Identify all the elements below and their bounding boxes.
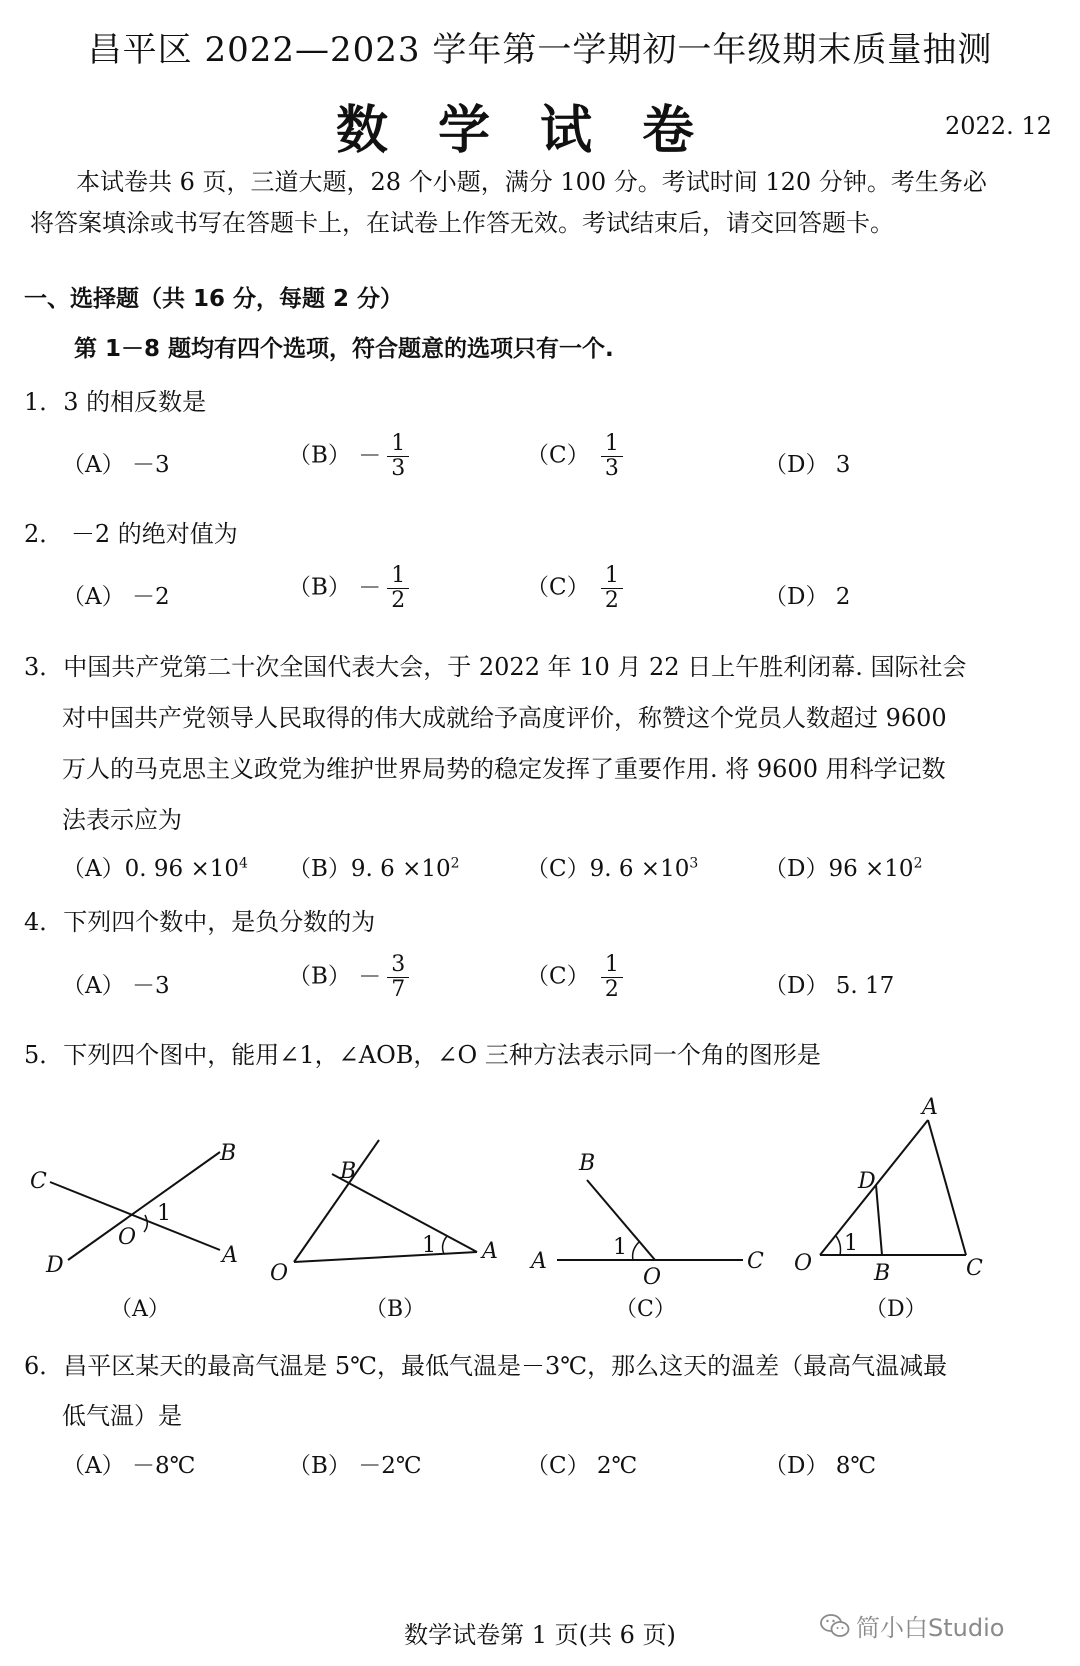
option-label: （B）: [288, 856, 351, 882]
line-ba: [332, 1174, 477, 1252]
option-label: （B）: [288, 442, 351, 469]
line-oa: [294, 1252, 477, 1262]
question-5-stem: 5．下列四个图中，能用∠1，∠AOB，∠O 三种方法表示同一个角的图形是: [24, 1041, 821, 1069]
fraction-numerator: 3: [387, 953, 409, 978]
option-exponent: 2: [913, 855, 923, 872]
option-value: 8℃: [835, 1453, 877, 1479]
option-label: （A）: [62, 856, 125, 882]
question-3-option-d: [764, 850, 923, 883]
question-2-option-b: [288, 564, 409, 613]
question-3-stem-line-1: 3．中国共产党第二十次全国代表大会，于 2022 年 10 月 22 日上午胜利闭幕. 国际社会: [24, 653, 967, 681]
angle-label-1: 1: [157, 1201, 171, 1226]
option-sign: －: [358, 574, 382, 601]
option-label: （C）: [526, 574, 590, 601]
angle-label-1: 1: [613, 1235, 627, 1260]
point-label-a: A: [922, 1095, 938, 1120]
question-6-stem-line-1: 6．昌平区某天的最高气温是 5℃，最低气温是－3℃，那么这天的温差（最高气温减最: [24, 1352, 948, 1380]
option-value: 3: [835, 452, 851, 478]
point-label-a: A: [482, 1239, 498, 1264]
fraction: [387, 564, 409, 613]
question-2-option-d: [764, 578, 850, 611]
watermark: [820, 1608, 1004, 1643]
option-label: （D）: [764, 973, 829, 999]
option-label: （C）: [526, 963, 590, 990]
angle-label-1: 1: [844, 1231, 858, 1256]
option-exponent: 3: [689, 855, 699, 872]
question-3-option-a: [62, 850, 248, 883]
figure-a: [20, 1130, 250, 1290]
question-6-option-a: [62, 1447, 195, 1480]
fraction: [601, 953, 623, 1002]
point-label-o: O: [270, 1261, 289, 1286]
question-4-option-d: [764, 967, 894, 1000]
point-label-a: A: [531, 1249, 547, 1274]
option-sign: －: [358, 963, 382, 990]
fraction: [387, 432, 409, 481]
line-db: [68, 1152, 220, 1260]
option-label: （B）: [288, 574, 351, 601]
fraction-denominator: 2: [604, 977, 619, 1002]
fraction-denominator: 2: [391, 588, 406, 613]
point-label-a: A: [222, 1243, 238, 1268]
point-label-b: B: [579, 1151, 596, 1176]
option-label: （C）: [526, 1453, 590, 1479]
section-instruction: 第 1－8 题均有四个选项，符合题意的选项只有一个.: [74, 336, 614, 362]
angle-arc: [443, 1236, 447, 1254]
point-label-c: C: [966, 1256, 983, 1281]
angle-label-1: 1: [422, 1233, 436, 1258]
angle-arc: [144, 1215, 147, 1232]
line-db: [876, 1185, 882, 1255]
option-label: （D）: [764, 1453, 829, 1479]
question-6-option-d: [764, 1447, 876, 1480]
figure-c: [525, 1140, 775, 1290]
line-ac: [928, 1120, 966, 1255]
question-6-option-b: [288, 1447, 422, 1480]
option-value: －2℃: [358, 1453, 422, 1479]
fraction-denominator: 3: [604, 456, 619, 481]
option-label: （D）: [764, 856, 829, 882]
question-3-stem-line-4: 法表示应为: [62, 806, 182, 834]
intro-line-2: 将答案填涂或书写在答题卡上，在试卷上作答无效。考试结束后，请交回答题卡。: [30, 209, 894, 237]
point-label-o: O: [118, 1225, 137, 1250]
fraction-denominator: 7: [391, 977, 406, 1002]
question-6-option-c: [526, 1447, 637, 1480]
question-2-option-c: [526, 564, 623, 613]
point-label-d: D: [858, 1169, 876, 1194]
exam-date: 2022. 12: [945, 112, 1052, 140]
line-ob: [294, 1140, 379, 1262]
point-label-c: C: [30, 1169, 47, 1194]
question-3-stem-line-2: 对中国共产党领导人民取得的伟大成就给予高度评价，称赞这个党员人数超过 9600: [62, 704, 947, 732]
figure-c-caption: （C）: [615, 1297, 676, 1322]
question-2-stem: 2． －2 的绝对值为: [24, 520, 238, 548]
question-1-option-d: [764, 446, 850, 479]
option-base: 9. 6 ×10: [350, 856, 451, 882]
point-label-o: O: [643, 1265, 662, 1290]
question-4-stem: 4．下列四个数中，是负分数的为: [24, 908, 376, 936]
question-4-option-b: [288, 953, 409, 1002]
option-value: 2℃: [596, 1453, 638, 1479]
point-label-b: B: [220, 1141, 237, 1166]
option-label: （A）: [62, 452, 125, 478]
fraction: [601, 564, 623, 613]
question-1-option-a: [62, 446, 170, 479]
option-label: （A）: [62, 973, 125, 999]
figure-b-caption: （B）: [365, 1297, 426, 1322]
question-2-option-a: [62, 578, 170, 611]
watermark-text: 简小白Studio: [856, 1614, 1005, 1642]
option-label: （C）: [526, 856, 590, 882]
point-label-b: B: [340, 1159, 357, 1184]
option-label: （A）: [62, 584, 125, 610]
question-1-stem: 1．3 的相反数是: [24, 388, 207, 416]
exam-header: 昌平区 2022—2023 学年第一学期初一年级期末质量抽测: [87, 30, 993, 70]
option-value: －8℃: [131, 1453, 196, 1479]
question-3-option-c: [526, 850, 698, 883]
question-1-option-b: [288, 432, 409, 481]
fraction-denominator: 2: [604, 588, 619, 613]
page-footer: 数学试卷第 1 页(共 6 页): [404, 1621, 676, 1649]
wechat-icon: [820, 1613, 850, 1639]
fraction-numerator: 1: [387, 564, 409, 589]
point-label-d: D: [46, 1253, 64, 1278]
option-value: －3: [131, 452, 170, 478]
fraction-numerator: 1: [601, 564, 623, 589]
question-6-stem-line-2: 低气温）是: [62, 1402, 182, 1430]
point-label-o: O: [794, 1251, 813, 1276]
section-heading: 一、选择题（共 16 分，每题 2 分）: [24, 286, 404, 312]
point-label-b: B: [874, 1261, 891, 1286]
option-exponent: 4: [239, 855, 248, 872]
fraction-numerator: 1: [387, 432, 409, 457]
intro-line-1: 本试卷共 6 页，三道大题，28 个小题，满分 100 分。考试时间 120 分钟。考生务必: [76, 168, 987, 196]
figure-a-caption: （A）: [110, 1297, 170, 1322]
option-sign: －: [358, 442, 382, 469]
option-value: 2: [835, 584, 851, 610]
option-label: （C）: [526, 442, 590, 469]
fraction: [387, 953, 409, 1002]
question-1-option-c: [526, 432, 623, 481]
option-label: （D）: [764, 584, 829, 610]
option-base: 96 ×10: [828, 856, 914, 882]
point-label-c: C: [747, 1249, 764, 1274]
option-value: 5. 17: [835, 973, 895, 999]
figure-d-caption: （D）: [865, 1297, 927, 1322]
fraction-numerator: 1: [601, 953, 623, 978]
question-4-option-c: [526, 953, 623, 1002]
option-label: （D）: [764, 452, 829, 478]
question-4-option-a: [62, 967, 170, 1000]
angle-arc: [633, 1242, 639, 1260]
question-3-stem-line-3: 万人的马克思主义政党为维护世界局势的稳定发挥了重要作用. 将 9600 用科学记数: [62, 755, 946, 783]
exam-title: 数学试卷: [335, 100, 744, 161]
option-base: 9. 6 ×10: [589, 856, 690, 882]
option-label: （A）: [62, 1453, 125, 1479]
option-exponent: 2: [450, 855, 460, 872]
fraction-numerator: 1: [601, 432, 623, 457]
option-label: （B）: [288, 963, 351, 990]
figure-b: [262, 1130, 512, 1290]
option-label: （B）: [288, 1453, 351, 1479]
fraction-denominator: 3: [391, 456, 406, 481]
fraction: [601, 432, 623, 481]
option-value: －3: [131, 973, 170, 999]
figure-d: [790, 1090, 1000, 1290]
option-value: －2: [131, 584, 170, 610]
angle-arc: [836, 1236, 841, 1255]
question-3-option-b: [288, 850, 460, 883]
option-base: 0. 96 ×10: [124, 856, 239, 882]
